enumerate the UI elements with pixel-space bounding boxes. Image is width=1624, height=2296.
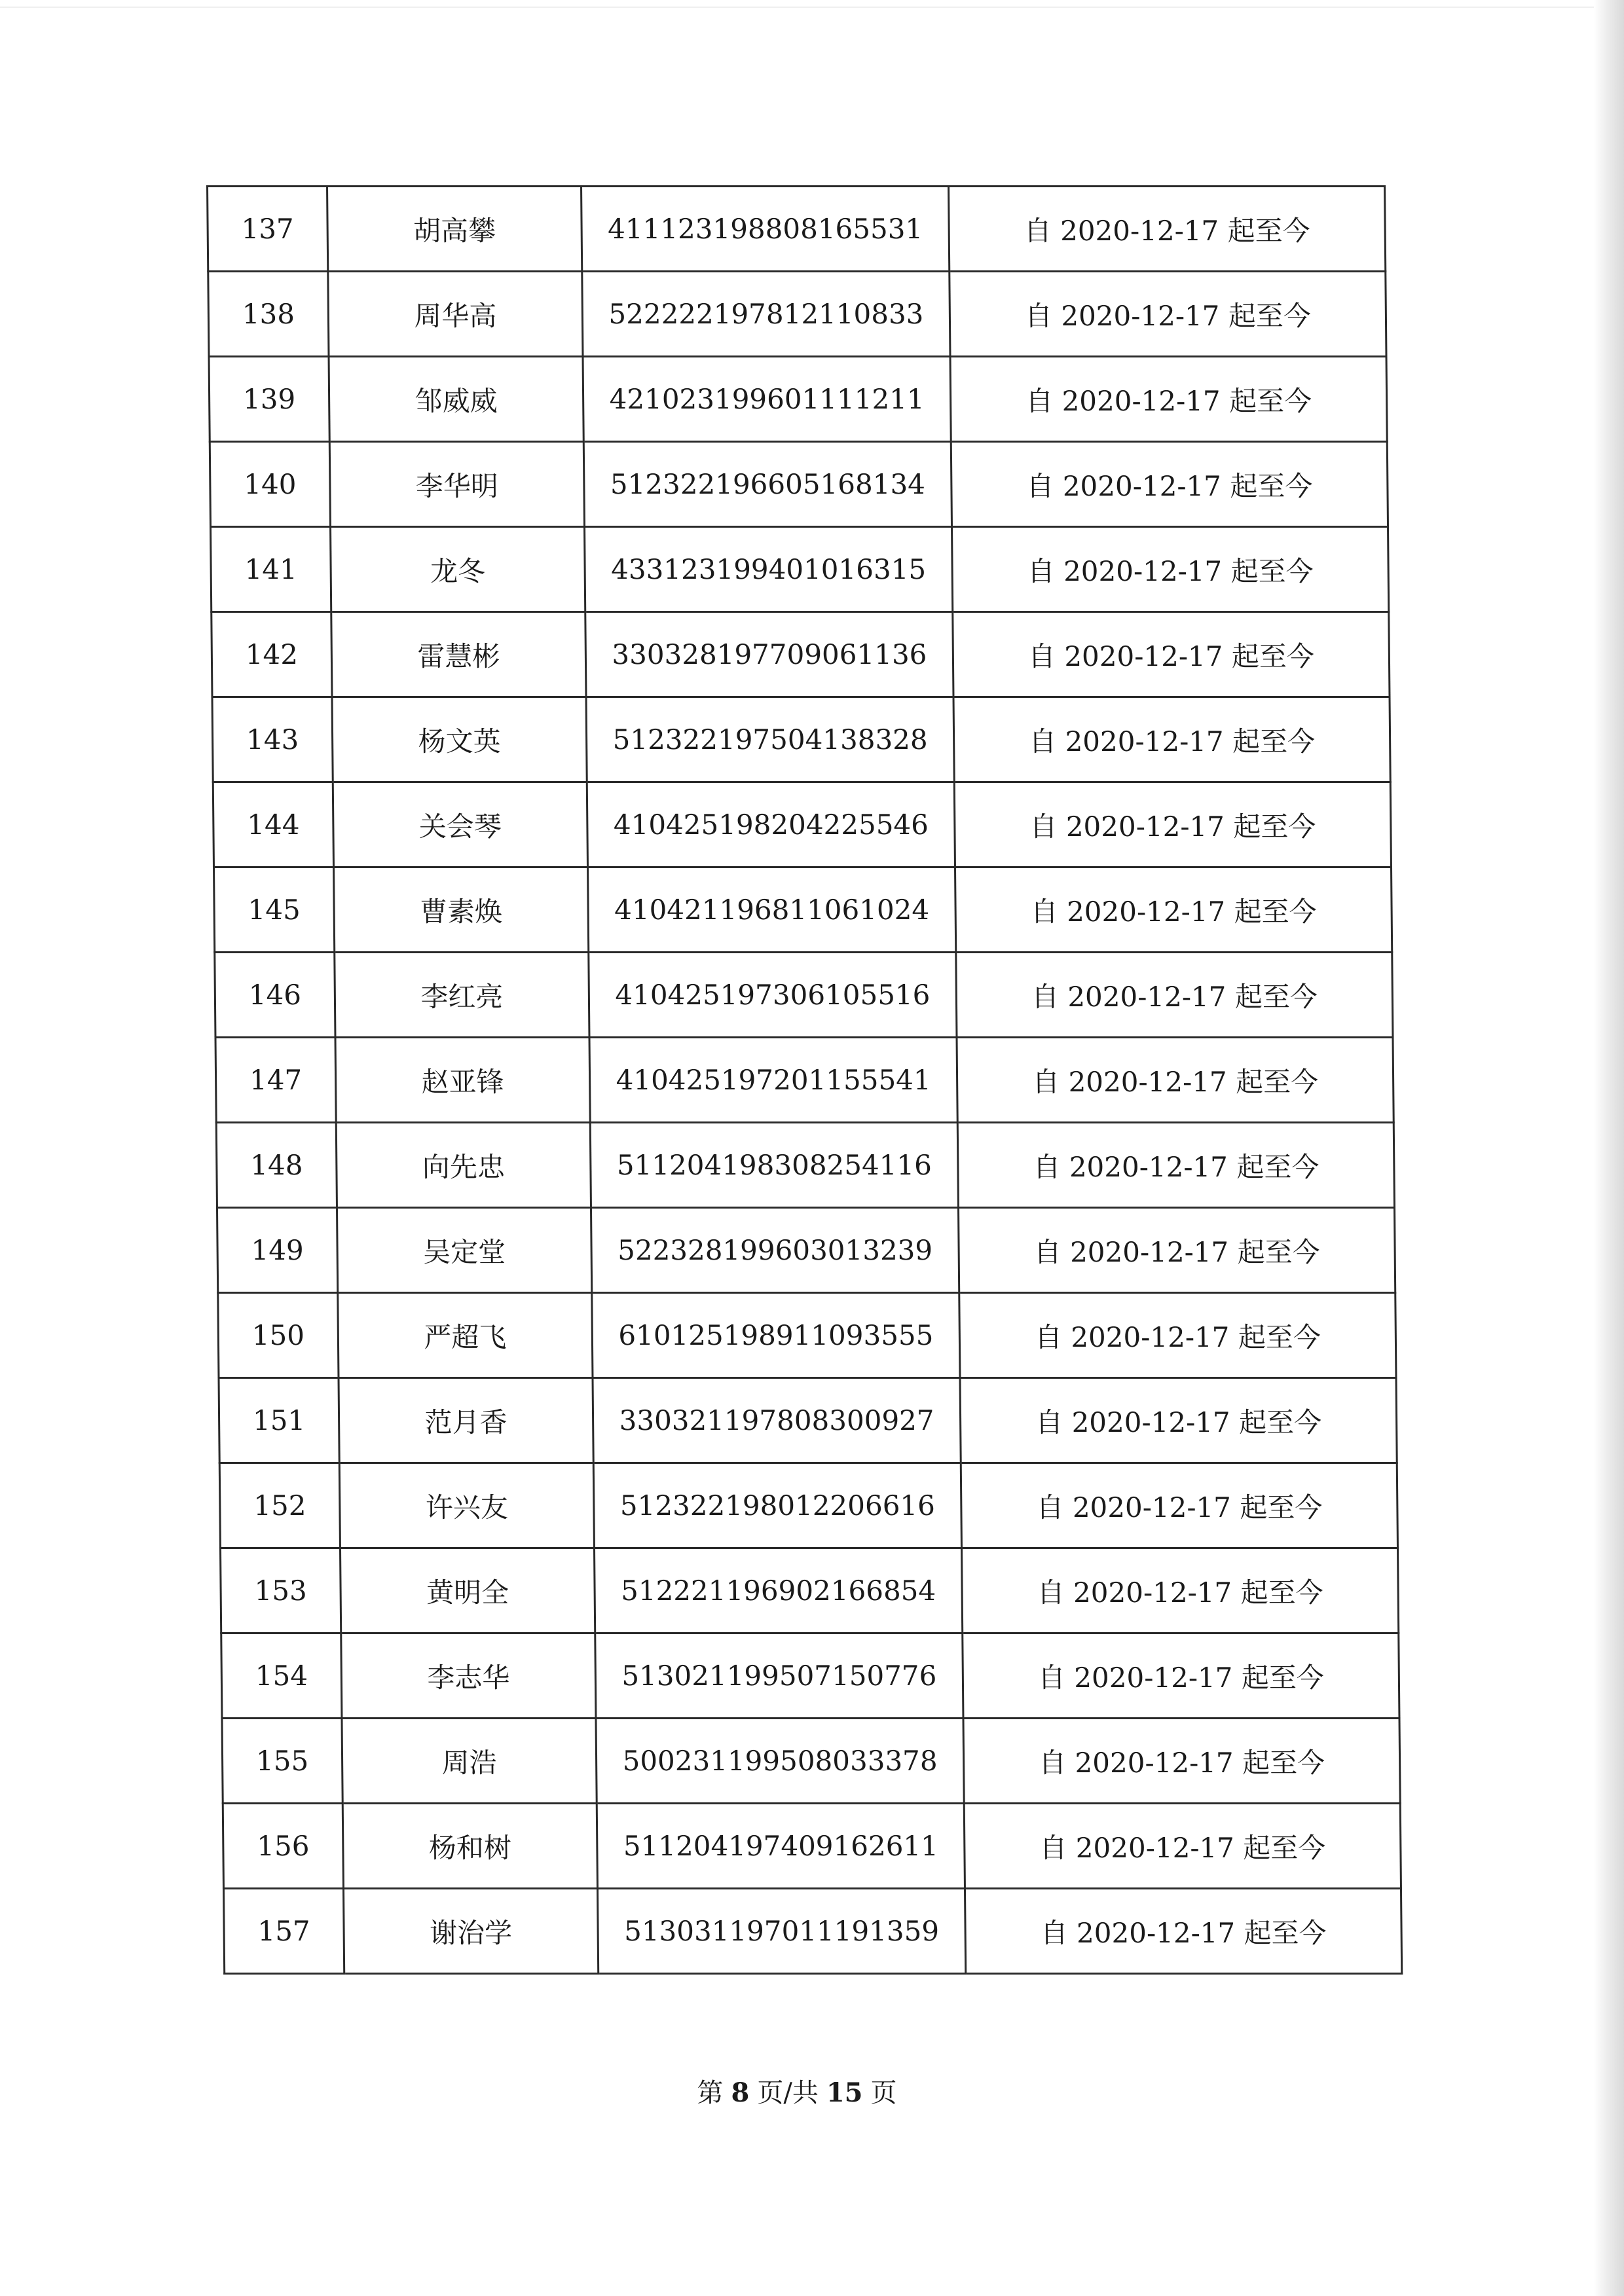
id-number: 433123199401016315 xyxy=(585,527,953,612)
id-number: 410421196811061024 xyxy=(587,867,955,953)
person-name: 黄明全 xyxy=(340,1548,595,1633)
row-number: 147 xyxy=(215,1038,336,1123)
footer-middle: 页/共 xyxy=(757,2078,819,2108)
person-name: 杨文英 xyxy=(332,697,587,782)
period: 自 2020-12-17 起至今 xyxy=(955,867,1392,953)
id-number: 500231199508033378 xyxy=(596,1719,964,1804)
id-number: 522222197812110833 xyxy=(582,272,950,357)
period: 自 2020-12-17 起至今 xyxy=(959,1293,1396,1378)
period: 自 2020-12-17 起至今 xyxy=(956,953,1393,1038)
person-name: 关会琴 xyxy=(333,782,587,867)
id-number: 610125198911093555 xyxy=(592,1293,960,1378)
period: 自 2020-12-17 起至今 xyxy=(964,1804,1401,1889)
scan-edge-right xyxy=(1594,0,1624,2296)
period: 自 2020-12-17 起至今 xyxy=(961,1548,1398,1633)
table-row xyxy=(219,1378,1397,1463)
person-name: 杨和树 xyxy=(342,1804,597,1889)
row-number: 141 xyxy=(211,527,331,612)
person-name: 谢治学 xyxy=(343,1889,598,1974)
person-name: 邹威威 xyxy=(329,357,583,442)
period: 自 2020-12-17 起至今 xyxy=(953,697,1390,782)
page-footer xyxy=(0,2072,1594,2109)
period: 自 2020-12-17 起至今 xyxy=(960,1378,1397,1463)
row-number: 137 xyxy=(208,187,328,272)
table-row xyxy=(215,953,1393,1038)
current-page-number: 8 xyxy=(731,2077,750,2108)
row-number: 151 xyxy=(219,1378,339,1463)
table-row xyxy=(217,1208,1395,1293)
row-number: 149 xyxy=(217,1208,337,1293)
period: 自 2020-12-17 起至今 xyxy=(949,187,1386,272)
person-name: 严超飞 xyxy=(338,1293,593,1378)
total-pages-number: 15 xyxy=(826,2077,863,2108)
table-row xyxy=(208,187,1386,272)
person-name: 李志华 xyxy=(341,1633,596,1719)
row-number: 143 xyxy=(212,697,333,782)
table-row xyxy=(213,782,1391,867)
person-name: 周浩 xyxy=(342,1719,597,1804)
id-number: 330328197709061136 xyxy=(585,612,953,697)
table-row xyxy=(223,1889,1401,1974)
row-number: 157 xyxy=(223,1889,344,1974)
id-number: 410425197201155541 xyxy=(589,1038,957,1123)
row-number: 154 xyxy=(221,1633,342,1719)
scan-edge-top xyxy=(0,7,1594,8)
id-number: 513031197011191359 xyxy=(597,1889,965,1974)
id-number: 411123198808165531 xyxy=(581,187,950,272)
period: 自 2020-12-17 起至今 xyxy=(957,1123,1394,1208)
table-row xyxy=(210,442,1388,527)
person-name: 胡高攀 xyxy=(327,187,582,272)
row-number: 142 xyxy=(212,612,332,697)
footer-prefix: 第 xyxy=(697,2078,724,2108)
person-name: 范月香 xyxy=(339,1378,593,1463)
table-row xyxy=(223,1804,1401,1889)
table-row xyxy=(209,357,1387,442)
table-row xyxy=(212,612,1390,697)
id-number: 410425197306105516 xyxy=(589,953,957,1038)
id-number: 512221196902166854 xyxy=(594,1548,962,1633)
period: 自 2020-12-17 起至今 xyxy=(963,1719,1400,1804)
period: 自 2020-12-17 起至今 xyxy=(958,1208,1395,1293)
period: 自 2020-12-17 起至今 xyxy=(965,1889,1401,1974)
period: 自 2020-12-17 起至今 xyxy=(951,442,1388,527)
period: 自 2020-12-17 起至今 xyxy=(953,612,1390,697)
table-row xyxy=(208,272,1386,357)
table-row xyxy=(216,1123,1394,1208)
row-number: 140 xyxy=(210,442,330,527)
row-number: 148 xyxy=(216,1123,337,1208)
row-number: 139 xyxy=(209,357,329,442)
person-name: 向先忠 xyxy=(336,1123,591,1208)
person-name: 李红亮 xyxy=(335,953,589,1038)
table-row xyxy=(215,1038,1393,1123)
roster-table xyxy=(206,185,1403,1975)
roster-table-wrap xyxy=(206,185,1393,1975)
table-row xyxy=(211,527,1389,612)
person-name: 吴定堂 xyxy=(337,1208,591,1293)
roster-table-body xyxy=(208,187,1402,1974)
person-name: 龙冬 xyxy=(331,527,585,612)
row-number: 144 xyxy=(213,782,333,867)
table-row xyxy=(219,1463,1397,1548)
id-number: 511204197409162611 xyxy=(597,1804,965,1889)
id-number: 513021199507150776 xyxy=(595,1633,963,1719)
id-number: 410425198204225546 xyxy=(587,782,955,867)
id-number: 512322196605168134 xyxy=(583,442,951,527)
period: 自 2020-12-17 起至今 xyxy=(950,272,1386,357)
period: 自 2020-12-17 起至今 xyxy=(952,527,1389,612)
row-number: 155 xyxy=(222,1719,342,1804)
row-number: 146 xyxy=(215,953,335,1038)
person-name: 周华高 xyxy=(328,272,583,357)
period: 自 2020-12-17 起至今 xyxy=(957,1038,1393,1123)
id-number: 512322198012206616 xyxy=(593,1463,961,1548)
period: 自 2020-12-17 起至今 xyxy=(963,1633,1399,1719)
id-number: 421023199601111211 xyxy=(583,357,951,442)
id-number: 522328199603013239 xyxy=(591,1208,959,1293)
row-number: 138 xyxy=(208,272,329,357)
id-number: 512322197504138328 xyxy=(586,697,954,782)
table-row xyxy=(218,1293,1396,1378)
person-name: 曹素焕 xyxy=(333,867,588,953)
row-number: 145 xyxy=(213,867,334,953)
table-row xyxy=(212,697,1390,782)
footer-suffix: 页 xyxy=(870,2078,897,2108)
id-number: 511204198308254116 xyxy=(590,1123,958,1208)
table-row xyxy=(213,867,1392,953)
table-row xyxy=(222,1719,1400,1804)
row-number: 152 xyxy=(219,1463,340,1548)
period: 自 2020-12-17 起至今 xyxy=(950,357,1387,442)
period: 自 2020-12-17 起至今 xyxy=(954,782,1391,867)
table-row xyxy=(220,1548,1398,1633)
row-number: 156 xyxy=(223,1804,343,1889)
row-number: 150 xyxy=(218,1293,339,1378)
person-name: 李华明 xyxy=(329,442,584,527)
id-number: 330321197808300927 xyxy=(593,1378,961,1463)
table-row xyxy=(221,1633,1399,1719)
person-name: 雷慧彬 xyxy=(331,612,586,697)
period: 自 2020-12-17 起至今 xyxy=(961,1463,1397,1548)
person-name: 赵亚锋 xyxy=(335,1038,590,1123)
person-name: 许兴友 xyxy=(339,1463,594,1548)
row-number: 153 xyxy=(220,1548,341,1633)
